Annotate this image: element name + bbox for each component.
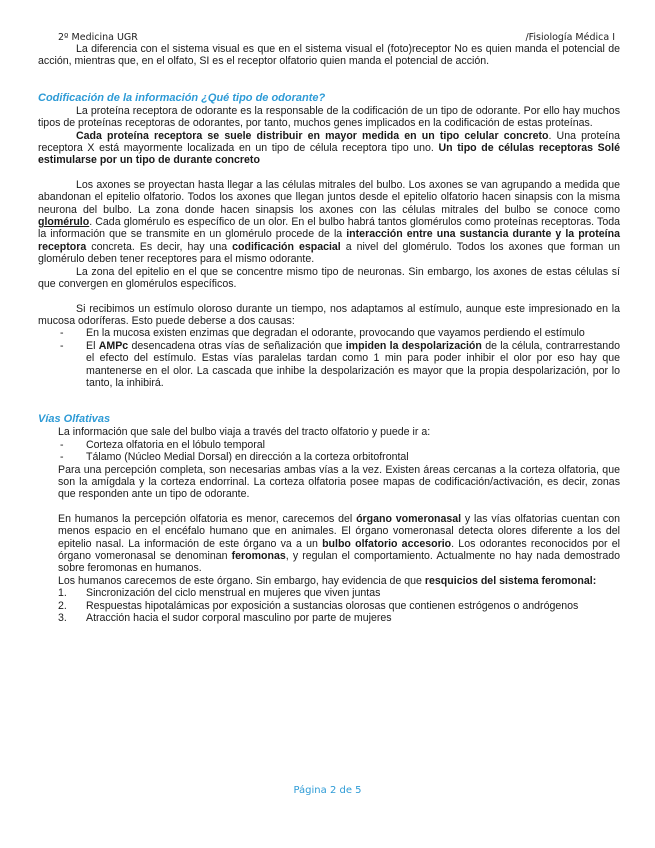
list-item: - En la mucosa existen enzimas que degradan el odorante, provocando que vayamos perdiendo el estímulo <box>58 327 620 339</box>
list-item: 3. Atracción hacia el sudor corporal masculino por parte de mujeres <box>58 612 392 625</box>
coding-paragraph-2: Cada proteína receptora se suele distribuir en mayor medida en un tipo celular concreto. Una proteína receptora X está mayormente localizada en un tipo de célula receptora tipo uno. Un tipo de células receptoras Solé estimularse por un tipo de durante concreto <box>38 129 621 167</box>
pheromone-evidence-list <box>38 587 620 624</box>
header-subject: /Fisiología Médica I <box>525 32 615 43</box>
coding-paragraph-3: Los axones se proyectan hasta llegar a las células mitrales del bulbo. Los axones se van agrupando a medida que abandonan el epitelio olfatorio. Todos los axones que llegan juntos desde el epitelio olfatorio hacen sinapsis con la misma neurona del bulbo. La zona donde hacen sinapsis los axones con las células mitrales del bulbo se conoce como glomérulo. Cada glomérulo es específico de un olor. En el bulbo habrá tantos glomérulos como proteínas receptoras. Toda la información que se transmite en un glomérulo procede de la interacción entre una sustancia durante y la proteína receptora concreta. Es decir, hay una codificación espacial a nivel del glomérulo. Todos los axones que forman un glomérulo deben tener receptores para el mismo odorante. <box>38 178 620 266</box>
intro-paragraph: La diferencia con el sistema visual es que en el sistema visual el (foto)receptor No es quien manda el potencial de acción, mientras que, en el olfato, SI es el receptor olfatorio quien manda el potencial de acción. <box>38 43 620 68</box>
adaptation-paragraph: Si recibimos un estímulo oloroso durante un tiempo, nos adaptamos al estímulo, aunque este impresionado en la mucosa odoríferas. Esto puede deberse a dos causas: <box>38 302 620 327</box>
adaptation-causes-list <box>38 327 620 389</box>
coding-paragraph-4: La zona del epitelio en el que se concentre mismo tipo de neuronas. Sin embargo, los axones de estas células sí que convergen en glomérulos específicos. <box>38 265 620 291</box>
header-course: 2º Medicina UGR <box>58 32 138 43</box>
list-item: - Corteza olfatoria en el lóbulo temporal <box>58 439 620 451</box>
pathways-list <box>38 439 620 464</box>
pathways-paragraph-4: Los humanos carecemos de este órgano. Sin embargo, hay evidencia de que resquicios del sistema feromonal: <box>58 574 597 587</box>
pathways-paragraph-2: Para una percepción completa, son necesarias ambas vías a la vez. Existen áreas cercanas a la corteza olfatoria, que son la amígdala y la corteza endorrinal. La corteza olfatoria posee mapas de codificación/activación, es decir, zonas que responden ante un tipo de odorante. <box>58 463 620 501</box>
list-item: 2. Respuestas hipotalámicas por exposición a sustancias olorosas que contienen estrógenos o andrógenos <box>58 599 579 612</box>
list-item: - El AMPc desencadena otras vías de señalización que impiden la despolarización de la célula, contrarrestando el efecto del estímulo. Estas vías paralelas tardan como 1 min para poder inhibir el olor por eso hay que mantenerse en el olor. La cascada que inhibe la despolarización es mayor que la propia despolarización, por lo tanto, la inhibirá. <box>58 340 620 390</box>
section-title-coding: Codificación de la información ¿Qué tipo de odorante? <box>38 91 326 104</box>
page-number: Página 2 de 5 <box>293 785 362 796</box>
pathways-paragraph-1: La información que sale del bulbo viaja a través del tracto olfatorio y puede ir a: <box>58 426 431 439</box>
list-item: 1. Sincronización del ciclo menstrual en mujeres que viven juntas <box>58 587 381 600</box>
list-item: - Tálamo (Núcleo Medial Dorsal) en dirección a la corteza orbitofrontal <box>58 451 620 463</box>
section-title-pathways: Vías Olfativas <box>38 413 111 426</box>
page-body <box>38 43 620 624</box>
pathways-paragraph-3: En humanos la percepción olfatoria es menor, carecemos del órgano vomeronasal y las vías olfatorias cuentan con menos espacio en el encéfalo humano que en animales. El órgano vomeronasal detecta olores diferente a los del epitelio nasal. La información de este órgano va a un bulbo olfatorio accesorio. Los odorantes reconocidos por el órgano vomeronasal se denominan feromonas, y regulan el comportamiento. Actualmente no hay nada demostrado sobre feromonas en humanos. <box>58 512 620 575</box>
coding-paragraph-1: La proteína receptora de odorante es la responsable de la codificación de un tipo de odorante. Por ello hay muchos tipos de proteínas receptoras de odorantes, por tanto, muchos genes implicados en la codificación de estas proteínas. <box>38 104 620 130</box>
